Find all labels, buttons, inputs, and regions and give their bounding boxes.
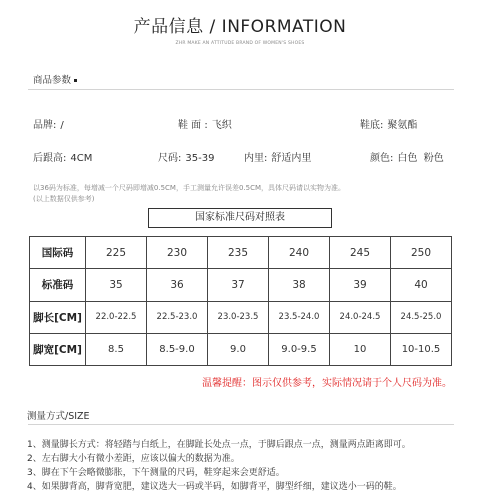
measure-step: 4、如果脚背高，脚背宽肥，建议选大一码或半码，如脚背平，脚型纤细，建议选小一码的鞋。	[27, 482, 402, 492]
params-heading-text: 商品参数	[33, 75, 72, 86]
attr-sole: 鞋底: 聚氨酯	[360, 120, 418, 131]
measure-step: 2、左右脚大小有微小差距，应该以偏大的数据为准。	[27, 454, 240, 464]
attr-heel-height: 后跟高: 4CM	[33, 153, 93, 164]
info-header	[0, 12, 480, 46]
row-header: 脚长[CM]	[30, 301, 86, 333]
table-row	[30, 237, 452, 269]
table-cell: 23.0-23.5	[208, 301, 269, 333]
table-cell: 22.5-23.0	[147, 301, 208, 333]
attr-lining: 内里: 舒适内里	[244, 153, 312, 164]
size-table	[29, 236, 452, 366]
page-title: 产品信息 / INFORMATION	[133, 17, 347, 37]
table-cell: 8.5-9.0	[147, 333, 208, 365]
table-cell: 8.5	[86, 333, 147, 365]
row-header: 国际码	[30, 237, 86, 269]
params-heading	[33, 72, 77, 86]
table-cell: 230	[147, 237, 208, 269]
table-cell: 10	[330, 333, 391, 365]
table-cell: 240	[269, 237, 330, 269]
table-cell: 9.0-9.5	[269, 333, 330, 365]
size-note: 以36码为标准，每增减一个尺码即增减0.5CM，手工测量允许误差0.5CM，具体尺码请以实物为准。	[33, 184, 346, 192]
table-cell: 22.0-22.5	[86, 301, 147, 333]
table-cell: 36	[147, 269, 208, 301]
attr-size-range: 尺码: 35-39	[158, 153, 215, 164]
row-header: 标准码	[30, 269, 86, 301]
table-cell: 225	[86, 237, 147, 269]
brand-subtitle: ZHR MAKE AN ATTITUDE BRAND OF WOMEN'S SHOES	[175, 41, 305, 46]
table-cell: 9.0	[208, 333, 269, 365]
table-row	[30, 333, 452, 365]
table-row	[30, 301, 452, 333]
table-cell: 35	[86, 269, 147, 301]
table-cell: 245	[330, 237, 391, 269]
table-cell: 39	[330, 269, 391, 301]
table-cell: 24.5-25.0	[391, 301, 452, 333]
attr-color: 颜色: 白色 粉色	[370, 153, 444, 164]
table-cell: 24.0-24.5	[330, 301, 391, 333]
table-cell: 250	[391, 237, 452, 269]
table-cell: 10-10.5	[391, 333, 452, 365]
size-note-disclaimer: (以上数据仅供参考)	[33, 195, 95, 203]
table-cell: 37	[208, 269, 269, 301]
attr-brand: 品牌: /	[33, 120, 64, 131]
attr-upper: 鞋 面 : 飞织	[178, 120, 232, 131]
table-cell: 40	[391, 269, 452, 301]
table-cell: 235	[208, 237, 269, 269]
square-bullet-icon	[74, 79, 77, 82]
table-row	[30, 269, 452, 301]
row-header: 脚宽[CM]	[30, 333, 86, 365]
divider	[28, 89, 454, 90]
size-warning: 温馨提醒：图示仅供参考，实际情况请于个人尺码为准。	[202, 378, 452, 389]
table-cell: 23.5-24.0	[269, 301, 330, 333]
measure-step: 1、测量脚长方式：将轻踏与白纸上，在脚趾长处点一点，于脚后跟点一点，测量两点距离即可。	[27, 440, 411, 450]
table-cell: 38	[269, 269, 330, 301]
divider	[28, 424, 454, 425]
measure-heading: 测量方式/SIZE	[27, 411, 90, 422]
size-table-title: 国家标准尺码对照表	[148, 208, 332, 228]
measure-step: 3、脚在下午会略微膨胀，下午测量的尺码，鞋穿起来会更舒适。	[27, 468, 285, 478]
